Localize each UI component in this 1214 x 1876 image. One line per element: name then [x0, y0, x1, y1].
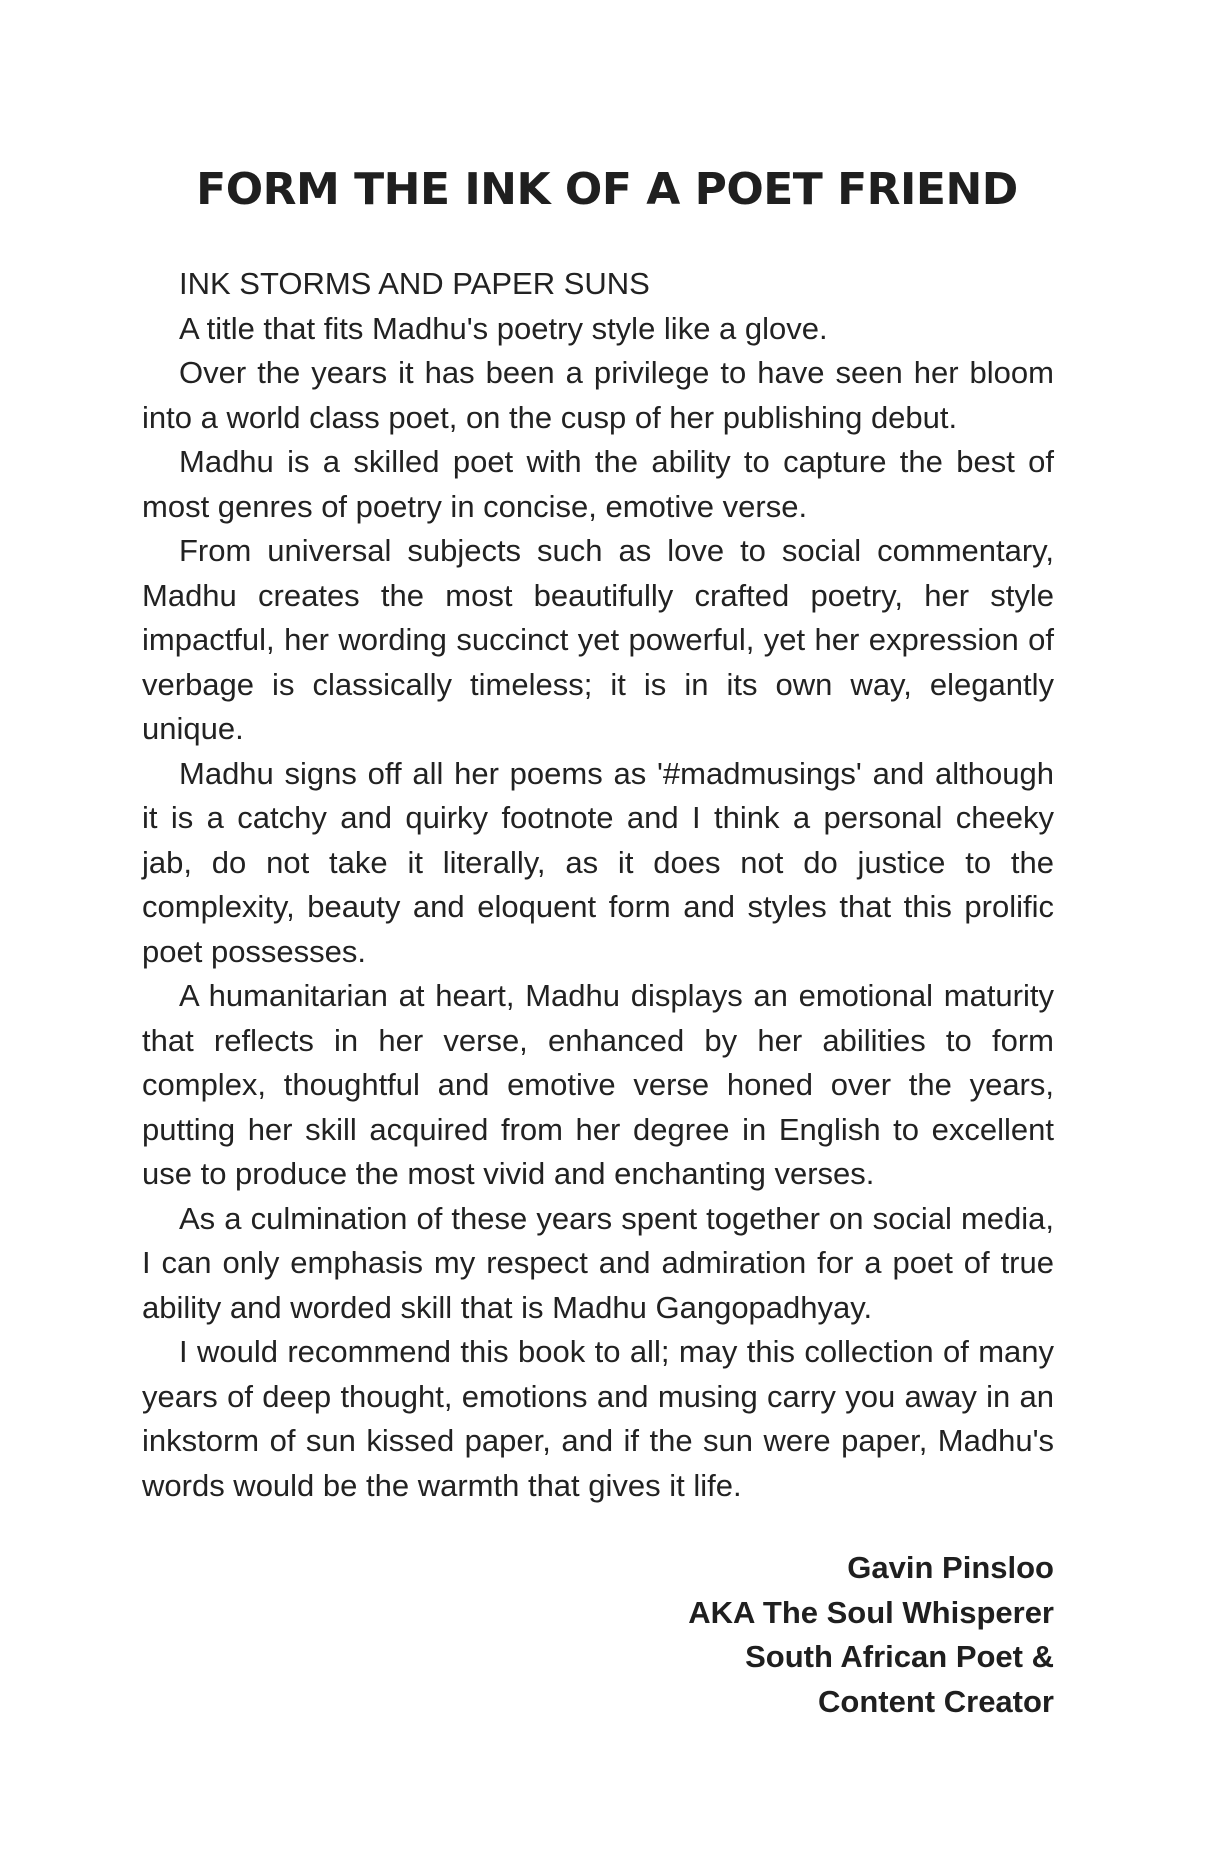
author-role-line1: South African Poet &	[745, 1639, 1054, 1674]
subtitle-paragraph: INK STORMS AND PAPER SUNS	[179, 266, 650, 301]
foreword-body	[142, 262, 1054, 1508]
body-paragraph: Madhu signs off all her poems as '#madmusings' and although it is a catchy and quirky footnote and I think a personal cheeky jab, do not take it literally, as it does not do justice to the complexity, beauty and eloquent form and styles that this prolific poet possesses.	[142, 755, 1054, 969]
author-alias: AKA The Soul Whisperer	[688, 1594, 1054, 1630]
body-paragraph: Over the years it has been a privilege to have seen her bloom into a world class poet, on the cusp of her publishing debut.	[142, 355, 1054, 435]
body-paragraph: From universal subjects such as love to social commentary, Madhu creates the most beautifully crafted poetry, her style impactful, her wording succinct yet powerful, yet her expression of verbage is classically timeless; it is in its own way, elegantly unique.	[142, 533, 1054, 746]
body-paragraph: I would recommend this book to all; may this collection of many years of deep thought, emotions and musing carry you away in an inkstorm of sun kissed paper, and if the sun were paper, Madhu's words would be the warmth that gives it life.	[142, 1334, 1054, 1503]
body-paragraph: Madhu is a skilled poet with the ability to capture the best of most genres of poetry in concise, emotive verse.	[142, 444, 1054, 524]
signature-block	[688, 1546, 1054, 1724]
body-paragraph: A title that fits Madhu's poetry style like a glove.	[179, 310, 828, 346]
body-paragraph: A humanitarian at heart, Madhu displays an emotional maturity that reflects in her verse, enhanced by her abilities to form complex, thoughtful and emotive verse honed over the years, putting her skill acquired from her degree in English to excellent use to produce the most vivid and enchanting verses.	[142, 978, 1054, 1191]
page-title: FORM THE INK OF A POET FRIEND	[196, 164, 1018, 215]
author-name: Gavin Pinsloo	[847, 1550, 1054, 1585]
author-role-line2: Content Creator	[818, 1683, 1054, 1719]
body-paragraph: As a culmination of these years spent together on social media, I can only emphasis my respect and admiration for a poet of true ability and worded skill that is Madhu Gangopadhyay.	[142, 1200, 1054, 1325]
